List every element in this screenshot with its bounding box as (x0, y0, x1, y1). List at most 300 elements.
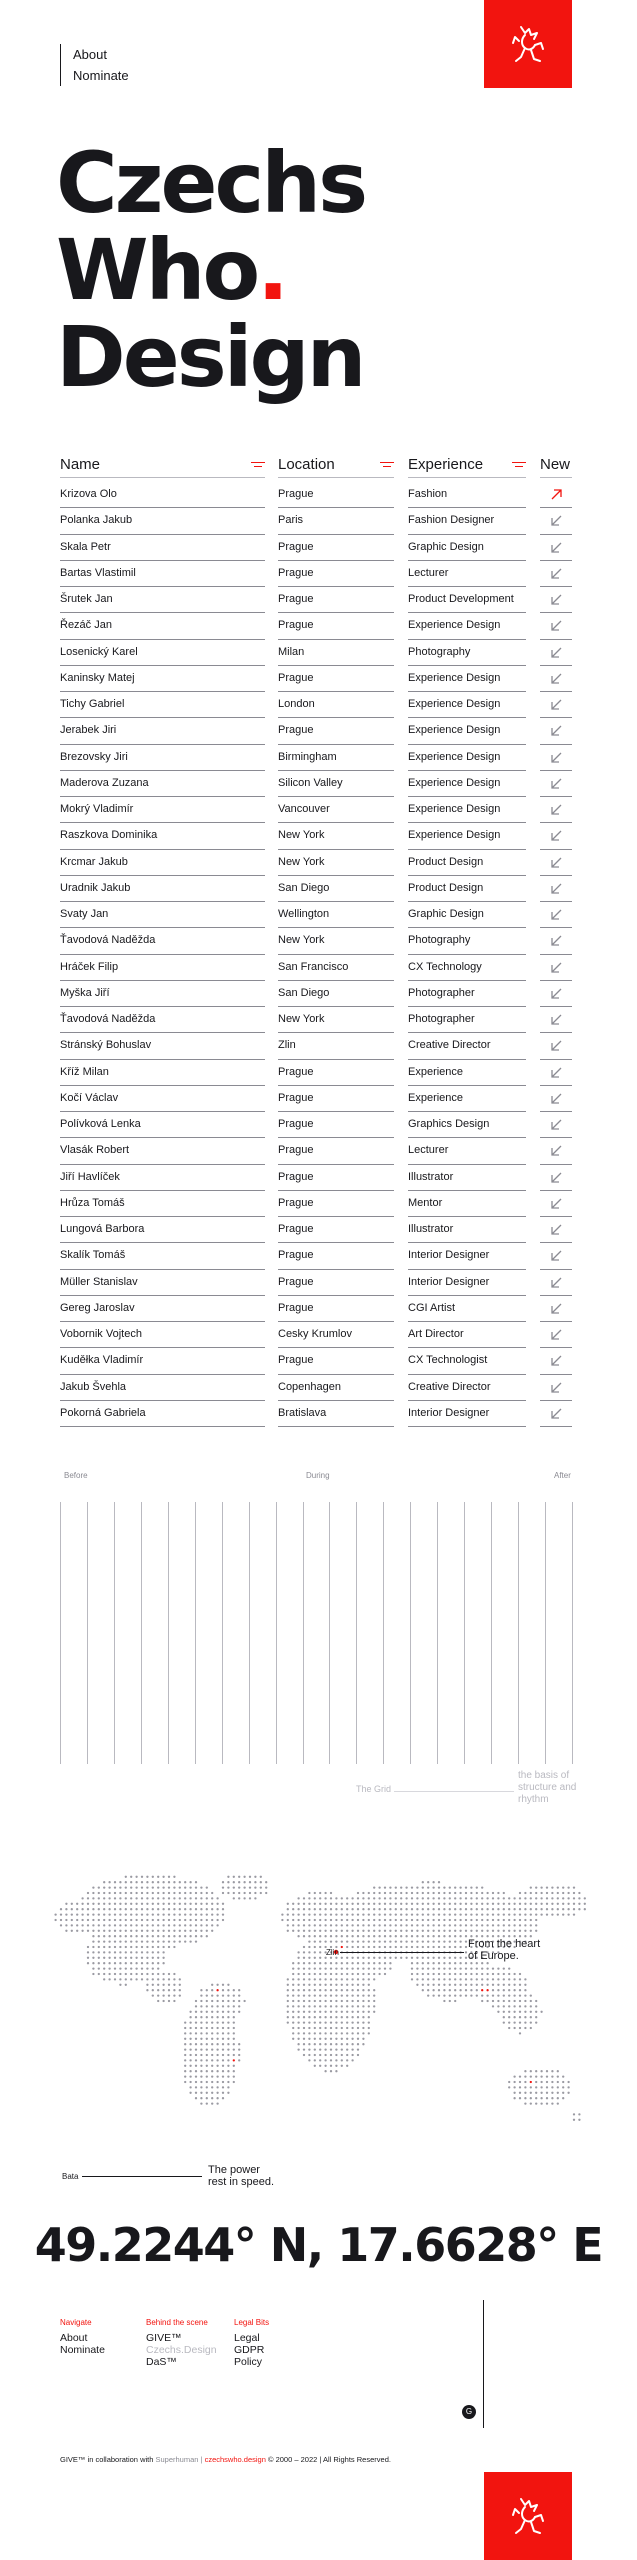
map-dot (114, 1940, 116, 1942)
map-dot (427, 1984, 429, 1986)
map-dot (492, 1984, 494, 1986)
map-dot (227, 2032, 229, 2034)
table-row[interactable] (0, 981, 637, 1007)
map-dot (395, 1892, 397, 1894)
map-dot (422, 1913, 424, 1915)
map-dot (76, 1924, 78, 1926)
map-dot (233, 1897, 235, 1899)
map-dot (481, 1962, 483, 1964)
table-row[interactable] (0, 1296, 637, 1322)
map-dot (384, 1962, 386, 1964)
map-dot (206, 2092, 208, 2094)
row-link-cell[interactable] (540, 876, 572, 902)
copyright-give[interactable]: GIVE™ (60, 2455, 86, 2464)
map-dot (103, 1903, 105, 1905)
map-dot (395, 1913, 397, 1915)
map-dot (368, 1984, 370, 1986)
map-dot (195, 1897, 197, 1899)
map-dot (103, 1957, 105, 1959)
table-row[interactable] (0, 1007, 637, 1033)
map-dot (411, 1886, 413, 1888)
map-dot (211, 2038, 213, 2040)
map-dot (233, 2038, 235, 2040)
table-row[interactable] (0, 1138, 637, 1164)
map-dot (368, 1903, 370, 1905)
row-link-cell[interactable] (540, 692, 572, 718)
table-row[interactable] (0, 718, 637, 744)
map-dot (119, 1886, 121, 1888)
map-dot (438, 1946, 440, 1948)
map-dot (422, 1892, 424, 1894)
map-dot (416, 1973, 418, 1975)
map-dot (330, 1913, 332, 1915)
map-dot (422, 1940, 424, 1942)
column-header-location[interactable] (278, 452, 394, 478)
map-dot (179, 1903, 181, 1905)
row-link-cell[interactable] (540, 850, 572, 876)
table-row[interactable] (0, 1112, 637, 1138)
map-dot (324, 2027, 326, 2029)
map-dot (303, 1913, 305, 1915)
map-dot (384, 1919, 386, 1921)
arrow-down-left-icon (550, 1354, 563, 1367)
scroll-top-button[interactable]: G (462, 2405, 476, 2419)
table-row[interactable] (0, 561, 637, 587)
map-dot (162, 1913, 164, 1915)
map-dot (335, 1897, 337, 1899)
map-dot (362, 2027, 364, 2029)
map-dot (540, 2097, 542, 2099)
map-dot (184, 1903, 186, 1905)
map-dot (216, 1908, 218, 1910)
map-dot (92, 1940, 94, 1942)
map-dot (519, 2005, 521, 2007)
designer-experience: Lecturer (408, 561, 526, 587)
table-row[interactable] (0, 1375, 637, 1401)
designer-experience: Experience Design (408, 771, 526, 797)
footer-behind-title: Behind the scene (146, 2318, 208, 2327)
map-dot (211, 2005, 213, 2007)
map-dot (319, 2027, 321, 2029)
table-row[interactable] (0, 745, 637, 771)
table-row[interactable] (0, 823, 637, 849)
map-dot (303, 1967, 305, 1969)
table-row[interactable] (0, 771, 637, 797)
designer-location: Prague (278, 587, 394, 613)
map-bata-label: Bata (62, 2172, 79, 2181)
map-dot (71, 1924, 73, 1926)
map-dot (351, 1989, 353, 1991)
map-dot (530, 2075, 532, 2077)
brand-logo-footer[interactable] (484, 2472, 572, 2560)
map-dot (335, 2021, 337, 2023)
map-dot (249, 1886, 251, 1888)
map-dot (211, 1919, 213, 1921)
map-dot (400, 1924, 402, 1926)
map-dot (324, 2000, 326, 2002)
row-link-cell[interactable] (540, 1060, 572, 1086)
map-dot (211, 2102, 213, 2104)
map-dot (243, 2000, 245, 2002)
map-dot (432, 1984, 434, 1986)
table-row[interactable] (0, 955, 637, 981)
map-dot (497, 1913, 499, 1915)
table-row[interactable] (0, 587, 637, 613)
row-link-cell[interactable] (540, 1086, 572, 1112)
map-dot (157, 1951, 159, 1953)
map-dot (216, 1913, 218, 1915)
map-dot (227, 2086, 229, 2088)
map-dot (503, 1967, 505, 1969)
map-dot (449, 1935, 451, 1937)
map-dot (216, 2038, 218, 2040)
table-row[interactable] (0, 692, 637, 718)
brand-logo[interactable] (484, 0, 572, 88)
map-dot (157, 1994, 159, 1996)
map-dot (476, 1897, 478, 1899)
map-dot (260, 1881, 262, 1883)
row-link-cell[interactable] (540, 587, 572, 613)
map-dot (130, 1951, 132, 1953)
table-row[interactable] (0, 508, 637, 534)
designer-name: Jerabek Jiri (60, 718, 265, 744)
map-dot (411, 1908, 413, 1910)
copyright-site-link[interactable]: czechswho.design (204, 2455, 266, 2464)
arrow-down-left-icon (550, 698, 563, 711)
map-dot (216, 1919, 218, 1921)
table-row[interactable] (0, 928, 637, 954)
map-dot (314, 2038, 316, 2040)
column-header-experience[interactable] (408, 452, 526, 478)
map-dot (184, 1892, 186, 1894)
map-dot (492, 1989, 494, 1991)
map-dot (157, 1946, 159, 1948)
row-link-cell[interactable] (540, 1191, 572, 1217)
footer-about-link[interactable]: About (60, 2332, 88, 2344)
row-link-cell[interactable] (540, 666, 572, 692)
map-dot (324, 1962, 326, 1964)
map-dot (195, 2038, 197, 2040)
map-dot (152, 1935, 154, 1937)
map-dot (384, 1946, 386, 1948)
designer-experience: Illustrator (408, 1165, 526, 1191)
map-dot (508, 1913, 510, 1915)
table-row[interactable] (0, 1165, 637, 1191)
map-dot (319, 1994, 321, 1996)
map-dot (411, 1913, 413, 1915)
map-dot (184, 2081, 186, 2083)
map-dot (233, 2043, 235, 2045)
row-link-cell[interactable] (540, 1296, 572, 1322)
map-dot (319, 1930, 321, 1932)
map-dot (551, 1886, 553, 1888)
designer-experience: Experience Design (408, 718, 526, 744)
table-row[interactable] (0, 850, 637, 876)
table-row[interactable] (0, 482, 637, 508)
map-dot (346, 1903, 348, 1905)
table-row[interactable] (0, 1322, 637, 1348)
map-dot (71, 1903, 73, 1905)
row-link-cell[interactable] (540, 535, 572, 561)
row-link-cell[interactable] (540, 718, 572, 744)
nav-about-link[interactable]: About (73, 47, 107, 62)
map-dot (557, 2097, 559, 2099)
footer-legal-link[interactable]: Legal (234, 2332, 260, 2344)
map-dot (162, 1940, 164, 1942)
map-dot (200, 2038, 202, 2040)
row-link-cell[interactable] (540, 1243, 572, 1269)
map-dot (454, 1957, 456, 1959)
row-link-cell[interactable] (540, 1165, 572, 1191)
map-dot (422, 1967, 424, 1969)
map-dot (54, 1919, 56, 1921)
column-header-name[interactable] (60, 452, 265, 478)
map-dot (362, 1935, 364, 1937)
map-dot (200, 1897, 202, 1899)
map-dot (162, 1919, 164, 1921)
map-dot (324, 2016, 326, 2018)
designer-location: Prague (278, 1060, 394, 1086)
footer-give-link[interactable]: GIVE™ (146, 2332, 182, 2344)
map-dot (411, 1897, 413, 1899)
table-row[interactable] (0, 1086, 637, 1112)
map-dot (206, 2065, 208, 2067)
map-dot (103, 1930, 105, 1932)
table-row[interactable] (0, 666, 637, 692)
map-dot (314, 2065, 316, 2067)
map-dot (351, 2027, 353, 2029)
map-dot (427, 1940, 429, 1942)
designer-name: Bartas Vlastimil (60, 561, 265, 587)
map-dot (103, 1913, 105, 1915)
map-dot (211, 1892, 213, 1894)
map-dot (189, 1913, 191, 1915)
map-dot (443, 1930, 445, 1932)
column-header-new[interactable] (540, 452, 572, 478)
map-dot (119, 1897, 121, 1899)
map-dot (287, 2016, 289, 2018)
row-link-cell[interactable] (540, 640, 572, 666)
footer-policy-link[interactable]: Policy (234, 2356, 263, 2368)
map-dot (395, 1940, 397, 1942)
map-dot (362, 2043, 364, 2045)
map-dot (459, 1973, 461, 1975)
map-dot (324, 1978, 326, 1980)
row-link-cell[interactable] (540, 1401, 572, 1427)
map-dot (200, 1903, 202, 1905)
map-dot (162, 1908, 164, 1910)
map-dot (206, 2075, 208, 2077)
map-dot (211, 2054, 213, 2056)
map-dot (81, 1903, 83, 1905)
map-dot (314, 1994, 316, 1996)
map-dot (98, 1892, 100, 1894)
table-row[interactable] (0, 902, 637, 928)
map-dot (103, 1978, 105, 1980)
map-dot (438, 1919, 440, 1921)
map-dot (432, 1957, 434, 1959)
map-dot (222, 2086, 224, 2088)
table-row[interactable] (0, 1348, 637, 1374)
row-link-cell[interactable] (540, 823, 572, 849)
designer-name: Polívková Lenka (60, 1112, 265, 1138)
map-dot (476, 1886, 478, 1888)
map-dot (324, 2011, 326, 2013)
table-row[interactable] (0, 535, 637, 561)
row-link-cell[interactable] (540, 482, 572, 508)
map-dot (76, 1919, 78, 1921)
map-dot (508, 1924, 510, 1926)
grid-line (87, 1502, 88, 1764)
table-row[interactable] (0, 1033, 637, 1059)
map-dot (152, 1957, 154, 1959)
table-row[interactable] (0, 1401, 637, 1427)
row-link-cell[interactable] (540, 1348, 572, 1374)
map-dot (125, 1897, 127, 1899)
row-link-cell[interactable] (540, 955, 572, 981)
footer-das-link[interactable]: DaS™ (146, 2356, 177, 2368)
designer-location: Prague (278, 1165, 394, 1191)
table-row[interactable] (0, 1060, 637, 1086)
map-dot (492, 1908, 494, 1910)
map-dot (168, 1994, 170, 1996)
map-dot (287, 2005, 289, 2007)
map-dot (443, 1973, 445, 1975)
map-dot (162, 1886, 164, 1888)
map-dot (206, 2043, 208, 2045)
map-dot (535, 2070, 537, 2072)
map-dot (454, 1946, 456, 1948)
row-link-cell[interactable] (540, 1322, 572, 1348)
map-dot (476, 1924, 478, 1926)
map-dot (303, 1962, 305, 1964)
map-dot (292, 1924, 294, 1926)
map-dot (584, 1908, 586, 1910)
footer-gdpr-link[interactable]: GDPR (234, 2344, 265, 2356)
map-dot (557, 1908, 559, 1910)
grid-line (464, 1502, 465, 1764)
map-dot (432, 1973, 434, 1975)
row-link-cell[interactable] (540, 1007, 572, 1033)
map-dot (200, 1935, 202, 1937)
map-dot (308, 1973, 310, 1975)
row-link-cell[interactable] (540, 1375, 572, 1401)
arrow-down-left-icon (550, 777, 563, 790)
map-dot (195, 1930, 197, 1932)
map-dot (222, 2000, 224, 2002)
row-link-cell[interactable] (540, 771, 572, 797)
row-link-cell[interactable] (540, 1270, 572, 1296)
row-link-cell[interactable] (540, 797, 572, 823)
map-dot (341, 2011, 343, 2013)
map-dot (427, 1967, 429, 1969)
footer-nominate-link[interactable]: Nominate (60, 2344, 105, 2356)
map-dot (476, 1962, 478, 1964)
map-dot (540, 2102, 542, 2104)
map-dot (357, 2011, 359, 2013)
table-row[interactable] (0, 1191, 637, 1217)
row-link-cell[interactable] (540, 1138, 572, 1164)
row-link-cell[interactable] (540, 1217, 572, 1243)
map-dot (540, 1908, 542, 1910)
table-row[interactable] (0, 613, 637, 639)
map-dot (314, 1957, 316, 1959)
footer-divider (483, 2300, 484, 2428)
map-dot (330, 1989, 332, 1991)
map-dot (497, 2011, 499, 2013)
footer-czechs-design-link[interactable]: Czechs.Design (146, 2344, 217, 2356)
map-dot (324, 1967, 326, 1969)
map-dot (292, 2011, 294, 2013)
map-dot (135, 1967, 137, 1969)
table-row[interactable] (0, 640, 637, 666)
map-dot (206, 1908, 208, 1910)
map-dot (368, 1908, 370, 1910)
map-dot (524, 1903, 526, 1905)
row-link-cell[interactable] (540, 613, 572, 639)
map-dot (114, 1908, 116, 1910)
map-dot (357, 1903, 359, 1905)
table-row[interactable] (0, 1270, 637, 1296)
map-dot (551, 1892, 553, 1894)
map-dot (524, 2021, 526, 2023)
map-dot (227, 2011, 229, 2013)
map-dot (351, 2043, 353, 2045)
map-dot (297, 1913, 299, 1915)
map-dot (465, 1930, 467, 1932)
row-link-cell[interactable] (540, 745, 572, 771)
map-dot (470, 1967, 472, 1969)
map-dot (465, 1962, 467, 1964)
copyright-partner[interactable]: Superhuman (155, 2455, 199, 2464)
map-dot (206, 2016, 208, 2018)
map-dot (135, 1962, 137, 1964)
map-dot (346, 1957, 348, 1959)
map-dot (535, 1897, 537, 1899)
map-dot (438, 1935, 440, 1937)
row-link-cell[interactable] (540, 1112, 572, 1138)
map-dot (189, 1919, 191, 1921)
map-dot (513, 1973, 515, 1975)
map-dot (551, 2102, 553, 2104)
map-dot (573, 1897, 575, 1899)
row-link-cell[interactable] (540, 1033, 572, 1059)
row-link-cell[interactable] (540, 508, 572, 534)
map-dot (346, 1967, 348, 1969)
map-dot (519, 1903, 521, 1905)
row-link-cell[interactable] (540, 981, 572, 1007)
map-dot (119, 1978, 121, 1980)
map-dot (135, 1940, 137, 1942)
table-row[interactable] (0, 876, 637, 902)
table-row[interactable] (0, 797, 637, 823)
nav-nominate-link[interactable]: Nominate (73, 68, 129, 83)
map-dot (530, 2086, 532, 2088)
table-row[interactable] (0, 1217, 637, 1243)
map-dot (314, 2048, 316, 2050)
row-link-cell[interactable] (540, 928, 572, 954)
row-link-cell[interactable] (540, 902, 572, 928)
map-dot (292, 1989, 294, 1991)
map-dot (368, 2027, 370, 2029)
map-dot (292, 1973, 294, 1975)
map-dot (540, 2092, 542, 2094)
map-dot (297, 1908, 299, 1910)
row-link-cell[interactable] (540, 561, 572, 587)
table-row[interactable] (0, 1243, 637, 1269)
map-dot (114, 1935, 116, 1937)
map-dot (335, 2027, 337, 2029)
